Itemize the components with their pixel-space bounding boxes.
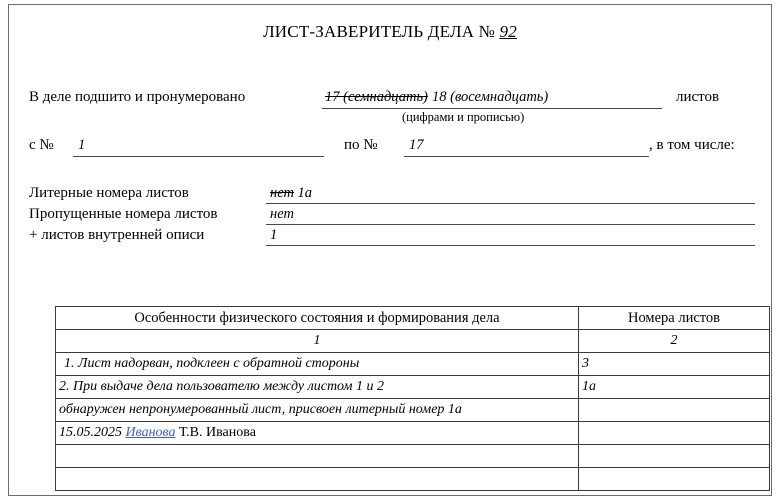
signature-handwritten: Иванова — [125, 425, 176, 440]
table-cell-sheet-number — [579, 422, 770, 445]
bound-sheets-label: В деле подшито и пронумеровано — [29, 89, 246, 105]
missing-numbers-label: Пропущенные номера листов — [29, 206, 218, 222]
page-title — [0, 22, 780, 42]
table-row — [56, 353, 770, 376]
table-cell-sheet-number — [579, 399, 770, 422]
table-cell-sheet-number — [579, 468, 770, 491]
range-to-value: 17 — [409, 137, 424, 153]
table-cell-feature — [56, 468, 579, 491]
range-from-rule — [73, 156, 324, 157]
signature-printed-name: Т.В. Иванова — [179, 425, 256, 440]
table-cell-feature — [56, 445, 579, 468]
letter-numbers-rule — [266, 203, 755, 204]
signature-date: 15.05.2025 — [59, 425, 122, 440]
table-row — [56, 376, 770, 399]
letter-numbers-struck-text: нет — [270, 185, 294, 201]
table-header-features: Особенности физического состояния и формирования дела — [56, 307, 579, 330]
internal-inventory-label: + листов внутренней описи — [29, 227, 205, 243]
table-cell-feature: 1. Лист надорван, подклеен с обратной стороны — [56, 353, 579, 376]
table-row — [56, 399, 770, 422]
internal-inventory-rule — [266, 245, 755, 246]
table-header-row — [56, 307, 770, 330]
table-cell-feature: обнаружен непронумерованный лист, присвоен литерный номер 1а — [56, 399, 579, 422]
bound-sheets-struck-text: 17 (семнадцать) — [325, 89, 428, 105]
table-header-sheet-numbers: Номера листов — [579, 307, 770, 330]
table-cell-sheet-number: 1а — [579, 376, 770, 399]
bound-sheets-new-value: 18 (восемнадцать) — [432, 89, 549, 105]
table-signature-row — [56, 422, 770, 445]
letter-numbers-label: Литерные номера листов — [29, 185, 189, 201]
table-row — [56, 468, 770, 491]
table-cell-feature: 2. При выдаче дела пользователю между листом 1 и 2 — [56, 376, 579, 399]
range-from-value: 1 — [78, 137, 86, 153]
table-cell-signature — [56, 422, 579, 445]
bound-sheets-caption: (цифрами и прописью) — [402, 110, 525, 124]
range-to-label: по № — [344, 137, 378, 153]
letter-numbers-new-text: 1а — [297, 185, 313, 201]
range-from-label: с № — [29, 137, 54, 153]
table-numbering-row — [56, 330, 770, 353]
missing-numbers-rule — [266, 224, 755, 225]
missing-numbers-value: нет — [270, 206, 294, 222]
table-cell-sheet-number: 3 — [579, 353, 770, 376]
bound-sheets-suffix: листов — [676, 89, 720, 105]
case-number: 92 — [499, 22, 517, 41]
bound-sheets-struck-value — [325, 89, 428, 106]
letter-numbers-value — [270, 185, 312, 202]
page-title-text: ЛИСТ-ЗАВЕРИТЕЛЬ ДЕЛА № — [263, 22, 496, 41]
table-colnum-2: 2 — [579, 330, 770, 353]
including-label: , в том числе: — [649, 137, 735, 153]
table-cell-sheet-number — [579, 445, 770, 468]
internal-inventory-value: 1 — [270, 227, 278, 243]
bound-sheets-rule — [322, 108, 662, 109]
range-to-rule — [404, 156, 649, 157]
condition-table — [55, 306, 770, 491]
table-row — [56, 445, 770, 468]
table-colnum-1: 1 — [56, 330, 579, 353]
